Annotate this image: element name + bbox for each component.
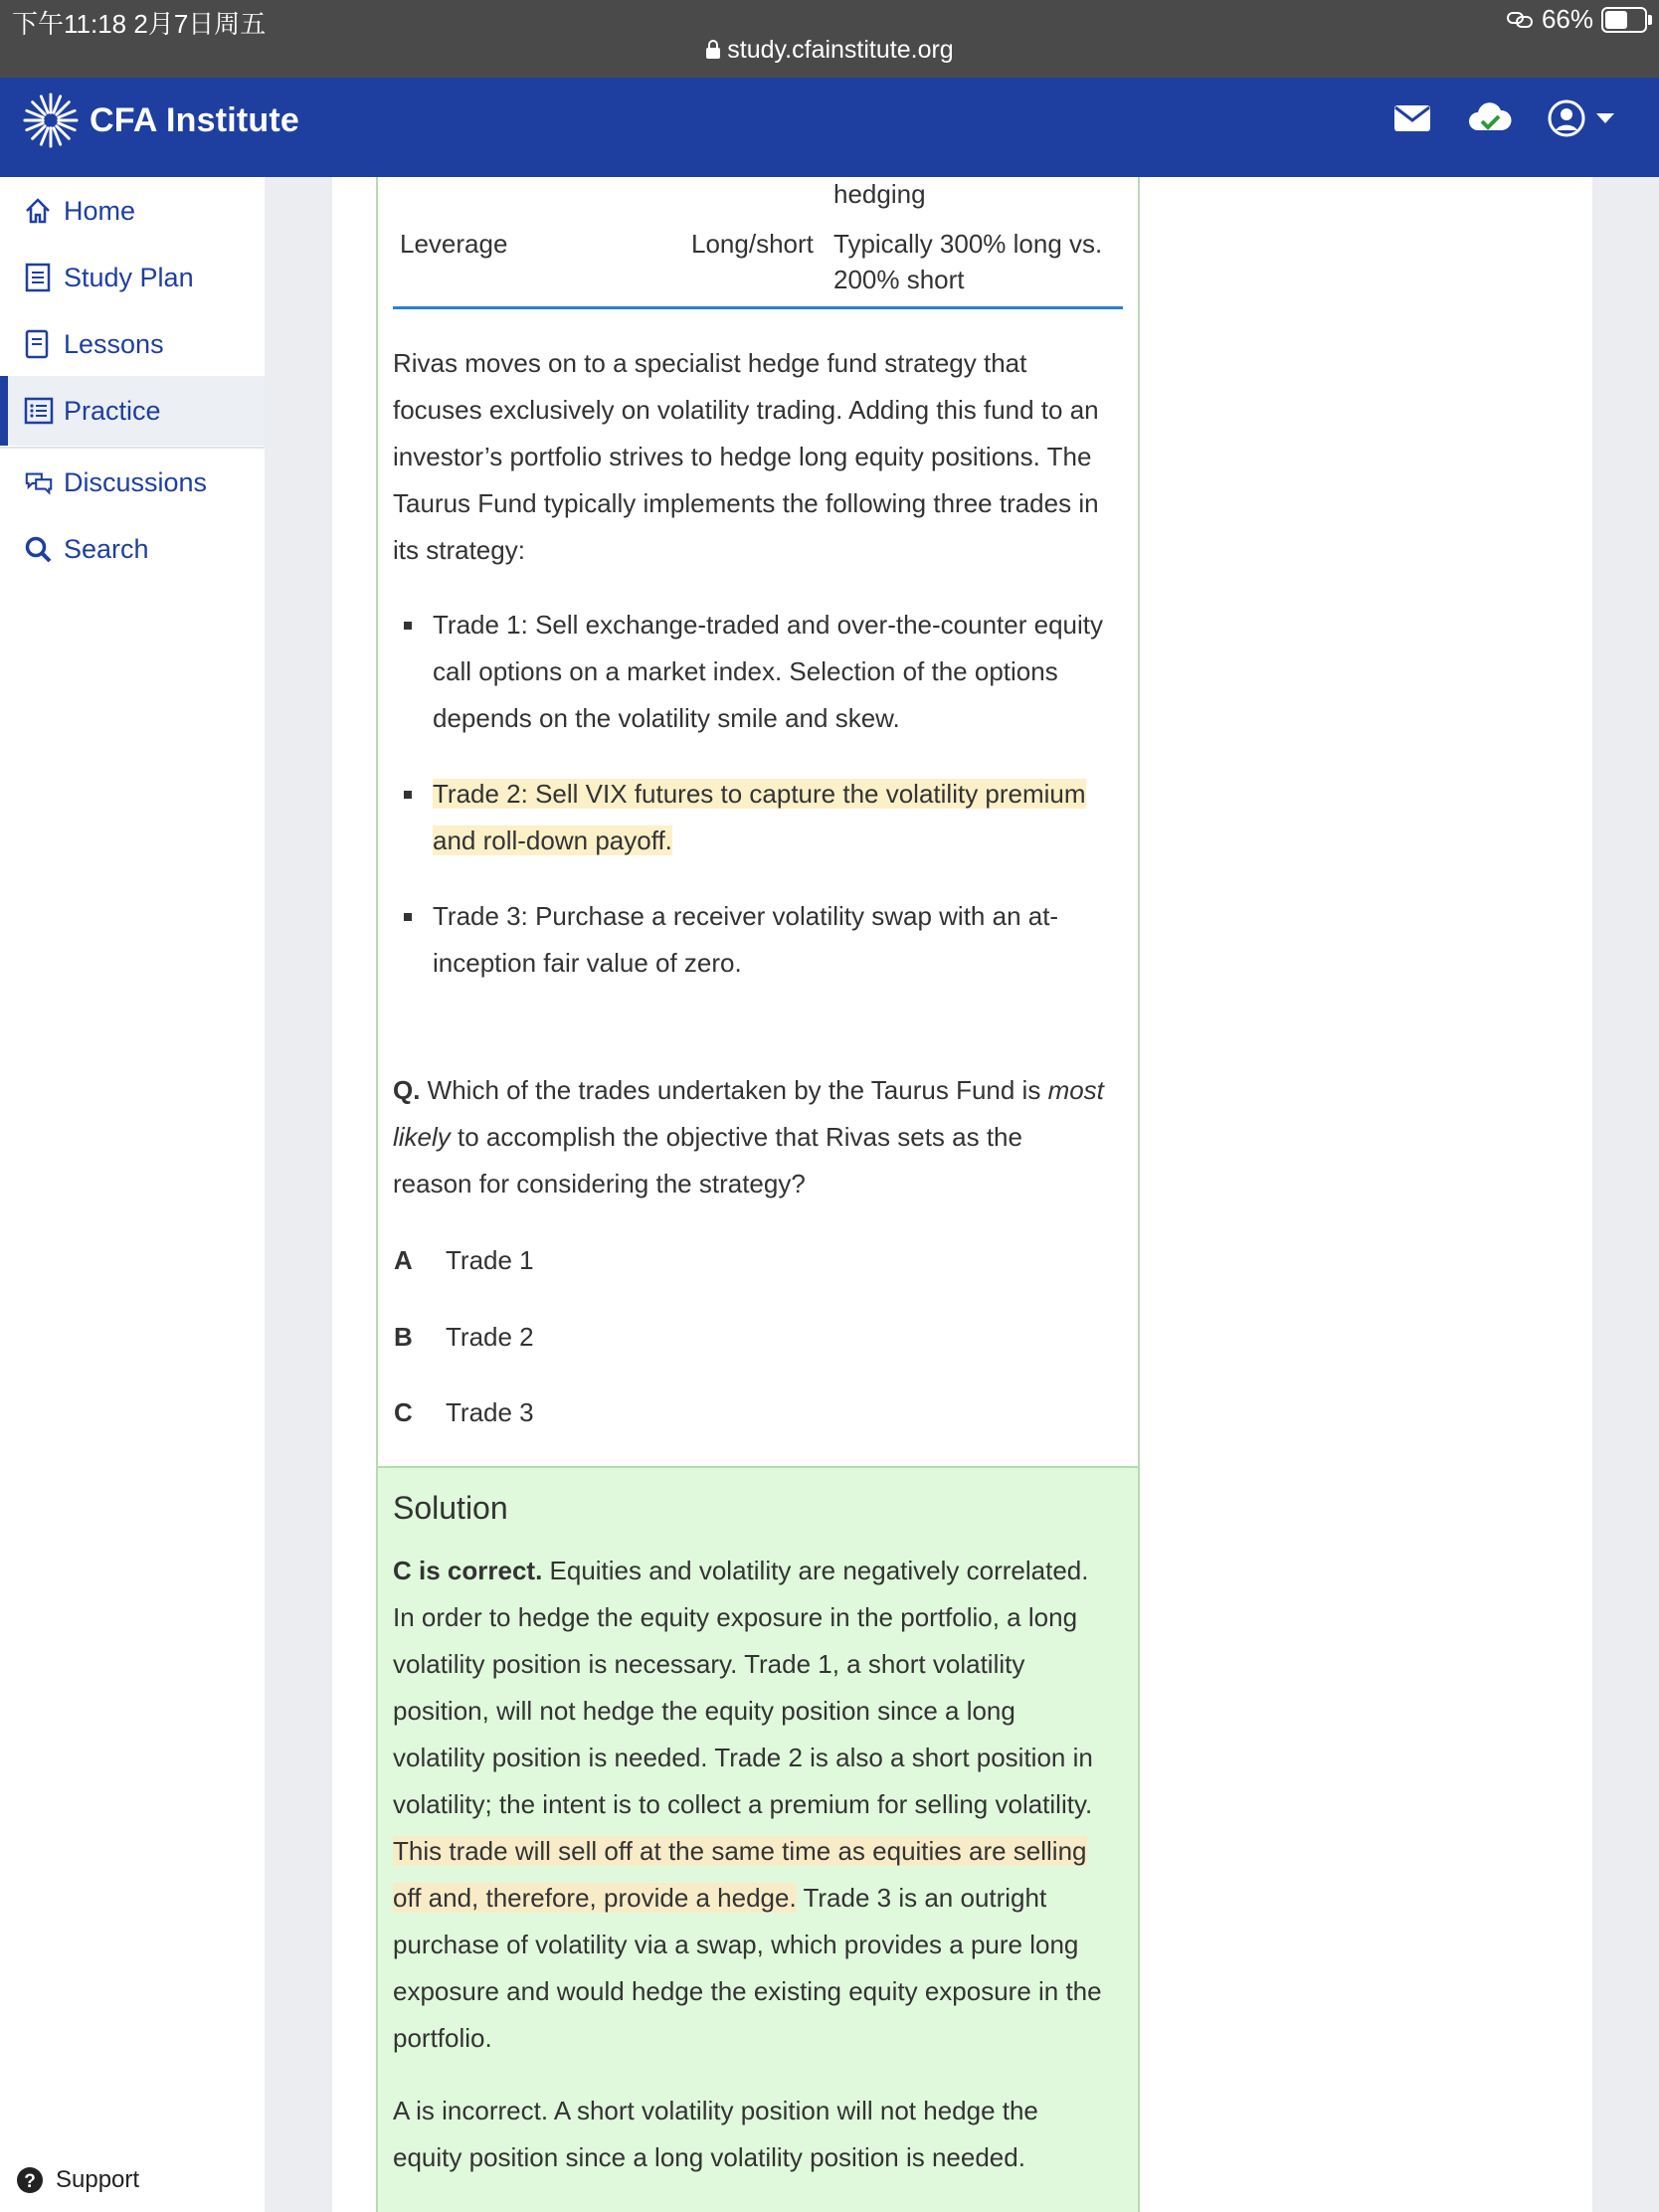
sidebar-item-lessons[interactable] xyxy=(0,312,265,376)
svg-text:?: ? xyxy=(24,2171,36,2192)
sidebar-item-discussions[interactable] xyxy=(0,451,265,514)
text-line: Taurus Fund typically implements the following three trades in xyxy=(393,488,1099,518)
battery-icon xyxy=(1601,7,1647,33)
correct-answer-label: C is correct. xyxy=(393,1556,543,1585)
text-line: depends on the volatility smile and skew. xyxy=(433,703,900,733)
battery-indicator xyxy=(1506,4,1647,35)
text-span: to accomplish the objective that Rivas sets as the xyxy=(450,1122,1022,1152)
practice-icon xyxy=(24,397,54,425)
trade-1-item xyxy=(433,602,1129,742)
text-line: focuses exclusively on volatility trading. Adding this fund to an xyxy=(393,395,1099,425)
url-text: study.cfainstitute.org xyxy=(727,36,954,64)
choice-letter: C xyxy=(394,1397,413,1427)
user-avatar-icon xyxy=(1548,99,1585,137)
sidebar-item-label: Home xyxy=(64,195,136,226)
emphasis-text: likely xyxy=(393,1122,451,1152)
content-gutter-right xyxy=(1592,177,1659,2212)
help-icon xyxy=(16,2166,44,2194)
cloud-sync-icon[interactable] xyxy=(1468,100,1512,136)
chevron-down-icon xyxy=(1595,112,1615,124)
table-bottom-rule xyxy=(393,306,1123,309)
text-line: volatility position is necessary. Trade 1, a short volatility xyxy=(393,1649,1025,1679)
address-bar[interactable] xyxy=(0,36,1659,65)
battery-percent: 66% xyxy=(1541,4,1593,34)
text-line: portfolio. xyxy=(393,2023,492,2053)
study-plan-icon xyxy=(24,263,52,292)
choice-letter: A xyxy=(394,1245,413,1275)
text-line: equity position since a long volatility position is needed. xyxy=(393,2142,1025,2172)
choice-text: Trade 2 xyxy=(446,1322,534,1352)
choice-letter: B xyxy=(394,1322,413,1352)
table-cell: Typically 300% long vs. xyxy=(833,229,1103,259)
text-line: Trade 3: Purchase a receiver volatility swap with an at- xyxy=(433,901,1059,931)
discussions-icon xyxy=(24,469,54,495)
text-line: exposure and would hedge the existing equity exposure in the xyxy=(393,1976,1102,2006)
text-span: Trade 3 is an outright xyxy=(796,1883,1047,1913)
support-link[interactable] xyxy=(16,2166,139,2194)
solution-explanation xyxy=(393,1548,1129,2062)
lessons-icon xyxy=(24,329,50,359)
text-span: Equities and volatility are negatively correlated. xyxy=(542,1556,1089,1585)
mail-icon[interactable] xyxy=(1392,102,1432,134)
sidebar xyxy=(0,177,265,2212)
text-line: its strategy: xyxy=(393,535,525,565)
trade-2-item xyxy=(433,771,1129,864)
sidebar-item-label: Lessons xyxy=(64,328,164,359)
logo-text: CFA Institute xyxy=(90,100,299,139)
link-icon xyxy=(1506,10,1534,30)
user-menu[interactable] xyxy=(1548,99,1615,137)
question-prefix: Q. xyxy=(393,1075,421,1105)
sidebar-item-home[interactable] xyxy=(0,179,265,243)
status-bar xyxy=(0,0,1659,78)
trade-3-item xyxy=(433,893,1129,987)
support-label: Support xyxy=(56,2166,140,2193)
cfa-globe-icon xyxy=(22,92,80,149)
search-icon xyxy=(24,535,52,563)
bullet-marker xyxy=(404,913,412,921)
text-line: In order to hedge the equity exposure in the portfolio, a long xyxy=(393,1602,1078,1632)
text-line: call options on a market index. Selection of the options xyxy=(433,656,1058,686)
question-stem xyxy=(393,1067,1134,1207)
text-line: reason for considering the strategy? xyxy=(393,1169,806,1198)
sidebar-item-practice[interactable] xyxy=(0,376,265,446)
text-line: volatility; the intent is to collect a premium for selling volatility. xyxy=(393,1789,1093,1819)
text-line: volatility position is needed. Trade 2 is also a short position in xyxy=(393,1743,1093,1772)
table-cell: Long/short xyxy=(691,229,814,259)
table-cell: hedging xyxy=(833,179,926,209)
text-line: Trade 1: Sell exchange-traded and over-the-counter equity xyxy=(433,610,1103,640)
emphasis-text: most xyxy=(1047,1075,1104,1105)
text-line: investor’s portfolio strives to hedge long equity positions. The xyxy=(393,442,1092,471)
home-icon xyxy=(24,197,52,225)
solution-title: Solution xyxy=(393,1490,508,1526)
incorrect-explanation-a xyxy=(393,2088,1129,2181)
bullet-marker xyxy=(404,622,412,630)
sidebar-item-label: Practice xyxy=(64,395,161,426)
bullet-marker xyxy=(404,791,412,799)
highlighted-text: This trade will sell off at the same time as equities are selling xyxy=(393,1836,1087,1866)
vignette-paragraph xyxy=(393,340,1129,574)
status-time: 下午11:18 2月7日周五 xyxy=(12,9,267,39)
text-line: A is incorrect. A short volatility position will not hedge the xyxy=(393,2096,1038,2125)
sidebar-item-label: Discussions xyxy=(64,466,208,497)
table-cell: 200% short xyxy=(833,265,965,294)
choice-text: Trade 1 xyxy=(446,1245,534,1275)
text-line: purchase of volatility via a swap, which provides a pure long xyxy=(393,1930,1079,1959)
sidebar-item-search[interactable] xyxy=(0,517,265,581)
sidebar-item-label: Study Plan xyxy=(64,262,194,292)
sidebar-item-label: Search xyxy=(64,533,149,564)
choice-text: Trade 3 xyxy=(446,1397,534,1427)
text-line: Rivas moves on to a specialist hedge fund strategy that xyxy=(393,348,1027,378)
top-nav-bar xyxy=(0,78,1659,177)
cfa-logo[interactable] xyxy=(22,92,299,149)
highlighted-text: Trade 2: Sell VIX futures to capture the volatility premium xyxy=(433,779,1086,809)
text-line: position, will not hedge the equity position since a long xyxy=(393,1696,1015,1726)
lock-icon xyxy=(705,40,721,60)
text-span: Which of the trades undertaken by the Taurus Fund is xyxy=(420,1075,1048,1105)
header-actions xyxy=(1392,99,1615,137)
highlighted-text: and roll-down payoff. xyxy=(433,826,672,855)
content-gutter-left xyxy=(265,177,332,2212)
table-cell: Leverage xyxy=(400,229,508,259)
highlighted-text: off and, therefore, provide a hedge. xyxy=(393,1883,797,1913)
sidebar-divider xyxy=(0,447,265,449)
sidebar-item-study-plan[interactable] xyxy=(0,246,265,309)
text-line: inception fair value of zero. xyxy=(433,948,742,978)
